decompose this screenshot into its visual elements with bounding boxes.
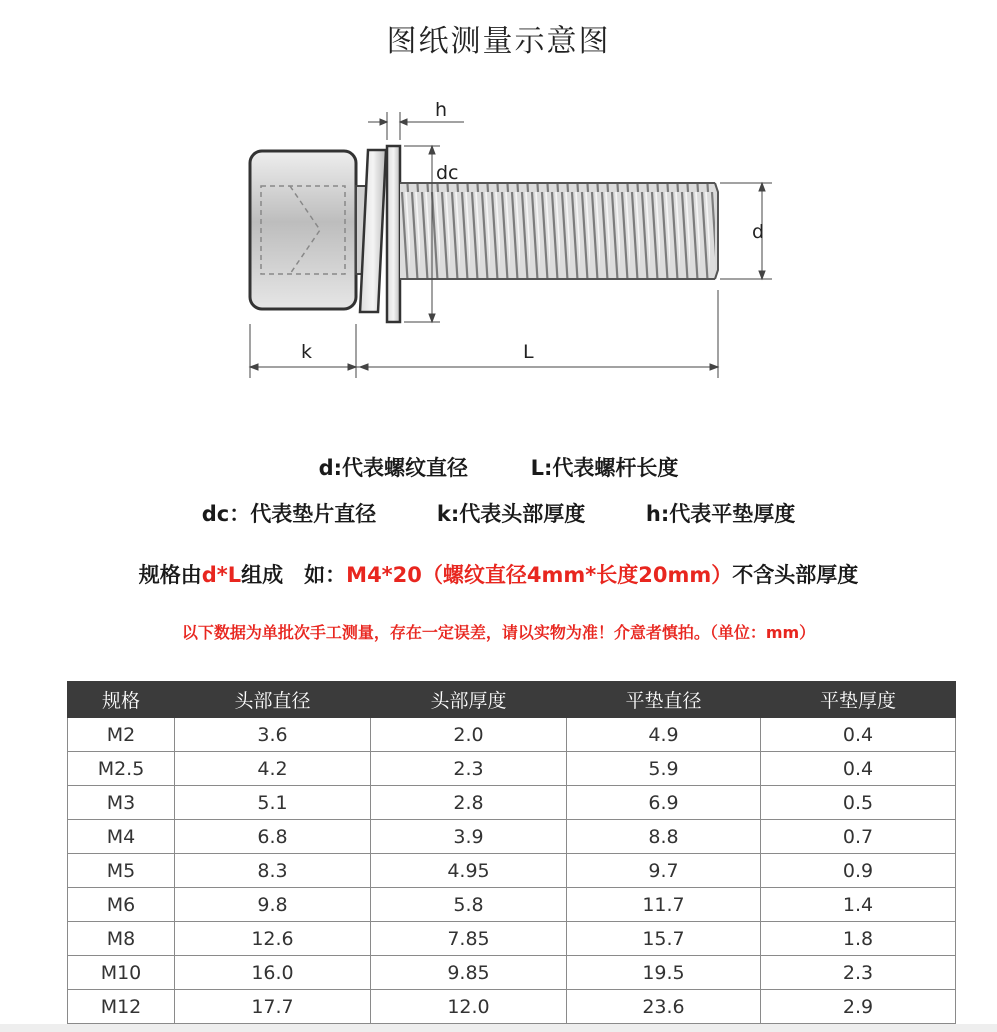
cell: 2.8 — [371, 786, 567, 820]
spring-washer — [360, 150, 386, 312]
spec-formula: d*L — [201, 563, 242, 587]
cell: M2.5 — [68, 752, 175, 786]
cell: 8.8 — [567, 820, 761, 854]
spec-middle: 组成 如： — [241, 563, 347, 587]
header-head-diameter: 头部直径 — [175, 682, 371, 718]
cell: M8 — [68, 922, 175, 956]
cell: M3 — [68, 786, 175, 820]
label-d: d — [752, 221, 765, 243]
screw-head — [250, 151, 356, 309]
header-head-thickness: 头部厚度 — [371, 682, 567, 718]
flat-washer — [387, 146, 400, 322]
page-title: 图纸测量示意图 — [386, 24, 611, 59]
table-row — [68, 752, 956, 786]
bottom-band — [0, 1024, 997, 1032]
table-row — [68, 718, 956, 752]
header-washer-diameter: 平垫直径 — [567, 682, 761, 718]
screw-diagram — [0, 0, 997, 420]
cell: 15.7 — [567, 922, 761, 956]
cell: 8.3 — [175, 854, 371, 888]
cell: 9.7 — [567, 854, 761, 888]
label-k: k — [301, 341, 313, 363]
cell: 4.95 — [371, 854, 567, 888]
table-row — [68, 956, 956, 990]
cell: 12.0 — [371, 990, 567, 1024]
cell: 5.9 — [567, 752, 761, 786]
legend-row-2 — [0, 498, 997, 528]
cell: 0.9 — [761, 854, 956, 888]
table-row — [68, 820, 956, 854]
spec-example: M4*20（螺纹直径4mm*长度20mm） — [346, 563, 733, 587]
cell: 7.85 — [371, 922, 567, 956]
table-row — [68, 854, 956, 888]
table-header-row — [68, 682, 956, 718]
cell: M12 — [68, 990, 175, 1024]
cell: M5 — [68, 854, 175, 888]
label-dc: dc — [436, 162, 459, 184]
legend-d: d:代表螺纹直径 — [318, 456, 469, 480]
cell: 6.8 — [175, 820, 371, 854]
cell: 16.0 — [175, 956, 371, 990]
cell: 1.8 — [761, 922, 956, 956]
cell: 9.8 — [175, 888, 371, 922]
cell: 0.5 — [761, 786, 956, 820]
cell: 17.7 — [175, 990, 371, 1024]
cell: 3.9 — [371, 820, 567, 854]
cell: 23.6 — [567, 990, 761, 1024]
table-row — [68, 888, 956, 922]
cell: 11.7 — [567, 888, 761, 922]
cell: M6 — [68, 888, 175, 922]
legend-dc: dc：代表垫片直径 — [201, 502, 377, 526]
cell: 2.3 — [371, 752, 567, 786]
table-row — [68, 922, 956, 956]
cell: 4.9 — [567, 718, 761, 752]
cell: 0.4 — [761, 718, 956, 752]
cell: 2.3 — [761, 956, 956, 990]
spec-format-line — [0, 559, 997, 589]
cell: 0.7 — [761, 820, 956, 854]
header-washer-thickness: 平垫厚度 — [761, 682, 956, 718]
cell: 5.1 — [175, 786, 371, 820]
cell: 2.0 — [371, 718, 567, 752]
cell: 4.2 — [175, 752, 371, 786]
legend-h: h:代表平垫厚度 — [645, 502, 796, 526]
spec-prefix: 规格由 — [138, 563, 202, 587]
table-row — [68, 786, 956, 820]
cell: 1.4 — [761, 888, 956, 922]
cell: 0.4 — [761, 752, 956, 786]
spec-table — [67, 681, 956, 1024]
cell: 12.6 — [175, 922, 371, 956]
cell: M2 — [68, 718, 175, 752]
threaded-shank — [400, 183, 718, 279]
cell: 3.6 — [175, 718, 371, 752]
spec-suffix: 不含头部厚度 — [732, 563, 859, 587]
cell: 9.85 — [371, 956, 567, 990]
table-row — [68, 990, 956, 1024]
cell: 5.8 — [371, 888, 567, 922]
header-spec: 规格 — [68, 682, 175, 718]
legend-L: L:代表螺杆长度 — [530, 456, 679, 480]
legend-row-1 — [0, 452, 997, 482]
cell: 19.5 — [567, 956, 761, 990]
label-L: L — [523, 341, 534, 363]
measurement-note: 以下数据为单批次手工测量，存在一定误差，请以实物为准！介意者慎拍。（单位：mm） — [181, 623, 816, 642]
cell: 6.9 — [567, 786, 761, 820]
label-h: h — [435, 99, 448, 121]
legend-k: k:代表头部厚度 — [436, 502, 586, 526]
cell: M4 — [68, 820, 175, 854]
cell: 2.9 — [761, 990, 956, 1024]
cell: M10 — [68, 956, 175, 990]
